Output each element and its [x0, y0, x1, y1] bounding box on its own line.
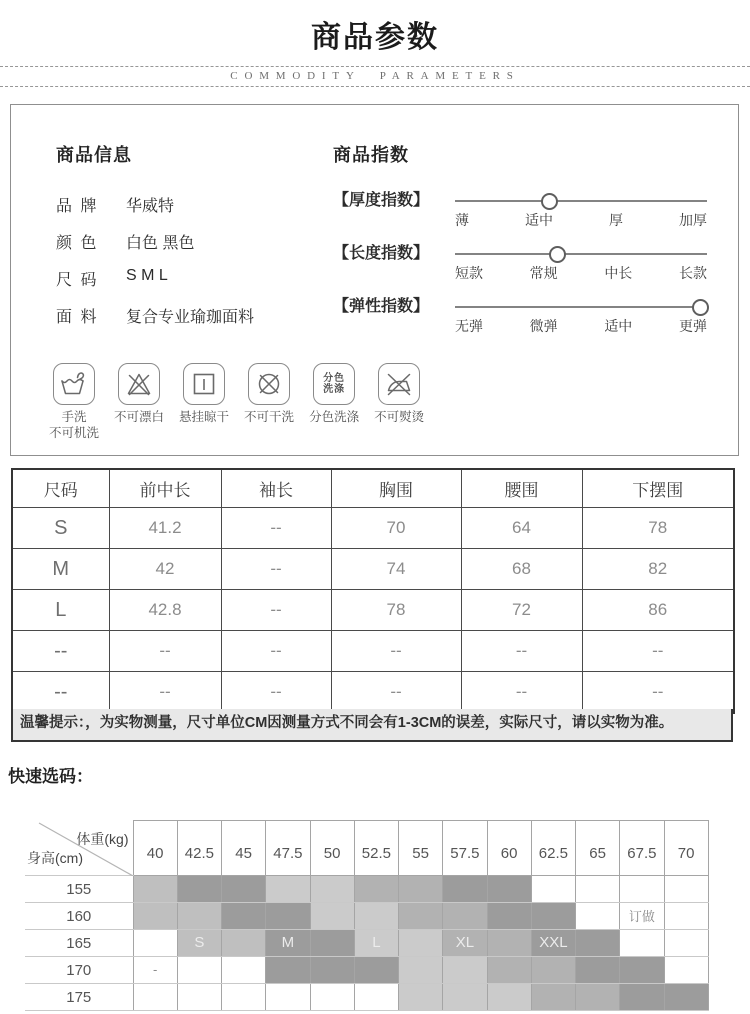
grid-cell: [310, 957, 354, 984]
size-chart-value-cell: --: [109, 631, 221, 672]
grid-cell: [177, 984, 221, 1011]
size-chart-value-cell: 68: [461, 549, 582, 590]
grid-cell: [177, 930, 221, 957]
no-bleach-icon: [118, 363, 160, 405]
grid-cell-label: XXL: [539, 934, 568, 951]
grid-cell: [133, 930, 177, 957]
grid-cell: [133, 903, 177, 930]
grid-cell: [354, 903, 398, 930]
height-header-cell: 170: [25, 957, 133, 984]
size-chart-value-cell: 82: [582, 549, 734, 590]
grid-cell: [399, 876, 443, 903]
grid-row-155: [25, 876, 708, 903]
slider-label: 【长度指数】: [333, 245, 430, 262]
size-chart-size-cell: --: [12, 672, 109, 714]
slider-tick-label: 加厚: [679, 212, 707, 228]
grid-cell: [531, 984, 575, 1011]
grid-cell: [531, 876, 575, 903]
grid-cell: [576, 903, 620, 930]
size-chart-value-cell: 70: [331, 508, 461, 549]
product-info-box: [10, 104, 739, 456]
grid-cell: [443, 984, 487, 1011]
no-dryclean-icon: [248, 363, 290, 405]
grid-cell: [576, 957, 620, 984]
grid-header-row: [25, 821, 708, 876]
care-item-color-wash: [309, 363, 359, 442]
grid-row-170: [25, 957, 708, 984]
care-item-no-bleach: [114, 363, 164, 442]
slider-track: [455, 253, 707, 255]
grid-cell: [620, 957, 664, 984]
grid-row-160: [25, 903, 708, 930]
grid-cell: [664, 930, 708, 957]
dashed-divider-bottom: [0, 86, 750, 87]
height-header-cell: 155: [25, 876, 133, 903]
grid-cell: [266, 957, 310, 984]
size-chart-value-cell: 78: [582, 508, 734, 549]
weight-header-cell: 60: [487, 821, 531, 876]
grid-cell: [266, 984, 310, 1011]
grid-cell: [664, 876, 708, 903]
grid-cell: [576, 876, 620, 903]
height-header-cell: 165: [25, 930, 133, 957]
grid-corner-cell: [25, 821, 133, 876]
size-chart-size-cell: M: [12, 549, 109, 590]
grid-cell: [399, 957, 443, 984]
size-chart-header-cell: 尺码: [12, 469, 109, 508]
weight-header-cell: 42.5: [177, 821, 221, 876]
slider-tick-label: 长款: [678, 265, 707, 281]
size-chart-row: [12, 672, 734, 714]
product-info-rows: [56, 193, 254, 327]
grid-cell: [222, 876, 266, 903]
page-subtitle: COMMODITY PARAMETERS: [230, 70, 520, 82]
grid-cell: [177, 903, 221, 930]
size-chart-value-cell: --: [109, 672, 221, 714]
size-chart-value-cell: 41.2: [109, 508, 221, 549]
grid-cell: [399, 903, 443, 930]
grid-cell: [177, 957, 221, 984]
care-caption: 手洗 不可机洗: [49, 410, 100, 441]
size-chart-value-cell: --: [331, 672, 461, 714]
care-item-no-iron: [374, 363, 424, 442]
weight-header-cell: 45: [222, 821, 266, 876]
weight-header-cell: 52.5: [354, 821, 398, 876]
size-chart-header-cell: 胸围: [331, 469, 461, 508]
page-title: 商品参数: [311, 21, 439, 54]
index-slider: [333, 189, 707, 230]
weight-header-cell: 67.5: [620, 821, 664, 876]
weight-header-cell: 50: [310, 821, 354, 876]
grid-cell: [354, 957, 398, 984]
size-chart-value-cell: --: [221, 590, 331, 631]
grid-cell: [531, 957, 575, 984]
index-slider: [333, 242, 707, 283]
size-chart-size-cell: L: [12, 590, 109, 631]
slider-tick-label: 中长: [604, 265, 633, 281]
slider-track: [455, 306, 707, 308]
grid-cell: [354, 876, 398, 903]
size-chart-header-row: [12, 469, 734, 508]
weight-header-cell: 47.5: [266, 821, 310, 876]
slider-tick-label: 无弹: [455, 318, 483, 334]
height-axis-label: 身高(cm): [27, 850, 83, 866]
slider-knob: [541, 193, 558, 210]
size-chart-row: [12, 590, 734, 631]
size-chart-value-cell: --: [582, 631, 734, 672]
grid-cell: [531, 903, 575, 930]
care-item-hand-wash: [49, 363, 99, 442]
grid-cell: [664, 984, 708, 1011]
grid-cell: [620, 984, 664, 1011]
grid-cell: [399, 930, 443, 957]
care-icon-text: 分色: [323, 373, 346, 384]
slider-tick-label: 微弹: [529, 318, 558, 334]
grid-row-175: [25, 984, 708, 1011]
grid-cell: [310, 903, 354, 930]
quick-size-grid: [25, 820, 709, 1011]
slider-tick-label: 薄: [455, 212, 469, 228]
weight-header-cell: 70: [664, 821, 708, 876]
size-chart-value-cell: 42.8: [109, 590, 221, 631]
size-chart-size-cell: S: [12, 508, 109, 549]
weight-header-cell: 57.5: [443, 821, 487, 876]
slider-tick-label: 厚: [609, 212, 623, 228]
grid-cell: [576, 984, 620, 1011]
grid-cell: [222, 984, 266, 1011]
product-info-heading: 商品信息: [56, 145, 132, 165]
size-chart-table: [11, 468, 735, 714]
info-row: [56, 267, 254, 290]
size-chart-header-cell: 袖长: [221, 469, 331, 508]
grid-cell-label: S: [194, 934, 205, 951]
index-sliders: [333, 189, 707, 336]
grid-cell: [399, 984, 443, 1011]
weight-header-cell: 40: [133, 821, 177, 876]
grid-cell: [487, 957, 531, 984]
grid-cell: [620, 876, 664, 903]
size-chart-value-cell: 86: [582, 590, 734, 631]
grid-cell: [266, 903, 310, 930]
grid-cell: [354, 930, 398, 957]
care-icon-text: 洗涤: [323, 384, 346, 395]
info-row-value: 白色 黑色: [126, 235, 195, 252]
slider-ticks: [455, 210, 707, 230]
grid-cell: [133, 876, 177, 903]
quick-pick-heading: 快速选码：: [8, 767, 93, 786]
size-chart-value-cell: --: [221, 508, 331, 549]
size-chart-value-cell: 72: [461, 590, 582, 631]
care-caption: 不可熨烫: [374, 410, 425, 424]
slider-tick-label: 常规: [529, 265, 558, 281]
weight-header-cell: 65: [576, 821, 620, 876]
size-chart-value-cell: --: [221, 631, 331, 672]
info-row: [56, 193, 254, 216]
slider-track-wrap: [455, 189, 707, 230]
grid-cell: [487, 876, 531, 903]
care-caption: 悬挂晾干: [179, 410, 230, 424]
grid-cell: [443, 957, 487, 984]
slider-tick-label: 适中: [604, 318, 633, 334]
grid-cell-label: M: [281, 934, 295, 951]
size-chart-value-cell: 74: [331, 549, 461, 590]
size-chart-row: [12, 508, 734, 549]
care-caption: 分色洗涤: [309, 410, 360, 424]
weight-axis-label: 体重(kg): [76, 830, 129, 847]
info-row-label: 尺 码: [56, 272, 99, 289]
measurement-note: 温馨提示：，为实物测量，尺寸单位CM因测量方式不同会有1-3CM的误差，实际尺寸，请以实物为准。: [11, 709, 733, 742]
grid-cell: [133, 984, 177, 1011]
grid-cell-label: 订做: [628, 909, 655, 924]
slider-knob: [549, 246, 566, 263]
size-chart-header-cell: 腰围: [461, 469, 582, 508]
grid-cell: [133, 957, 177, 984]
size-chart-header-cell: 前中长: [109, 469, 221, 508]
slider-track: [455, 200, 707, 202]
slider-label: 【弹性指数】: [333, 298, 430, 315]
info-row-value: 华威特: [126, 198, 175, 215]
info-row: [56, 304, 254, 327]
product-info-section: [56, 141, 254, 341]
slider-track-wrap: [455, 242, 707, 283]
hang-dry-icon: [183, 363, 225, 405]
info-row-value: S M L: [126, 267, 168, 284]
grid-cell-label: L: [372, 934, 381, 951]
grid-row-165: [25, 930, 708, 957]
grid-cell: [664, 903, 708, 930]
grid-cell-label: XL: [455, 934, 475, 951]
grid-cell: [177, 876, 221, 903]
weight-header-cell: 55: [399, 821, 443, 876]
grid-cell: [531, 930, 575, 957]
care-caption: 不可干洗: [244, 410, 295, 424]
grid-cell: [620, 903, 664, 930]
info-row-label: 颜 色: [56, 235, 99, 252]
hand-wash-icon: [53, 363, 95, 405]
height-header-cell: 160: [25, 903, 133, 930]
info-row-value: 复合专业瑜珈面料: [126, 309, 255, 326]
slider-tick-label: 适中: [525, 212, 553, 228]
size-chart-value-cell: --: [221, 672, 331, 714]
grid-cell: [222, 957, 266, 984]
size-chart-header-cell: 下摆围: [582, 469, 734, 508]
slider-ticks: [455, 263, 707, 283]
care-caption: 不可漂白: [114, 410, 165, 424]
grid-cell: [310, 930, 354, 957]
slider-label: 【厚度指数】: [333, 192, 430, 209]
grid-cell: [266, 876, 310, 903]
grid-cell: [487, 984, 531, 1011]
care-item-hang-dry: [179, 363, 229, 442]
size-chart-value-cell: --: [461, 631, 582, 672]
grid-cell: [487, 930, 531, 957]
info-row-label: 品 牌: [56, 198, 99, 215]
grid-cell: [576, 930, 620, 957]
size-chart-value-cell: 42: [109, 549, 221, 590]
slider-ticks: [455, 316, 707, 336]
size-chart-size-cell: --: [12, 631, 109, 672]
size-chart-value-cell: 64: [461, 508, 582, 549]
color-wash-icon: [313, 363, 355, 405]
grid-cell: [443, 876, 487, 903]
grid-cell: [620, 930, 664, 957]
grid-cell-label: -: [152, 962, 158, 977]
grid-cell: [310, 984, 354, 1011]
slider-knob: [692, 299, 709, 316]
slider-tick-label: 短款: [455, 265, 483, 281]
no-iron-icon: [378, 363, 420, 405]
grid-cell: [222, 930, 266, 957]
height-header-cell: 175: [25, 984, 133, 1011]
product-index-section: [333, 141, 707, 348]
size-chart-row: [12, 631, 734, 672]
size-chart-value-cell: --: [221, 549, 331, 590]
subtitle-band: [0, 66, 750, 87]
index-slider: [333, 295, 707, 336]
grid-cell: [354, 984, 398, 1011]
product-index-heading: 商品指数: [333, 145, 409, 165]
grid-cell: [443, 930, 487, 957]
grid-cell: [266, 930, 310, 957]
grid-cell: [664, 957, 708, 984]
size-chart-value-cell: --: [582, 672, 734, 714]
care-item-no-dryclean: [244, 363, 294, 442]
care-caption-line2: 不可机洗: [49, 426, 100, 441]
info-row: [56, 230, 254, 253]
slider-tick-label: 更弹: [678, 318, 707, 334]
size-chart-value-cell: --: [331, 631, 461, 672]
slider-track-wrap: [455, 295, 707, 336]
grid-cell: [310, 876, 354, 903]
size-chart-value-cell: 78: [331, 590, 461, 631]
weight-header-cell: 62.5: [531, 821, 575, 876]
size-chart-value-cell: --: [461, 672, 582, 714]
size-chart-row: [12, 549, 734, 590]
info-row-label: 面 料: [56, 309, 99, 326]
grid-cell: [487, 903, 531, 930]
grid-cell: [443, 903, 487, 930]
care-icons-row: [49, 363, 439, 442]
grid-cell: [222, 903, 266, 930]
